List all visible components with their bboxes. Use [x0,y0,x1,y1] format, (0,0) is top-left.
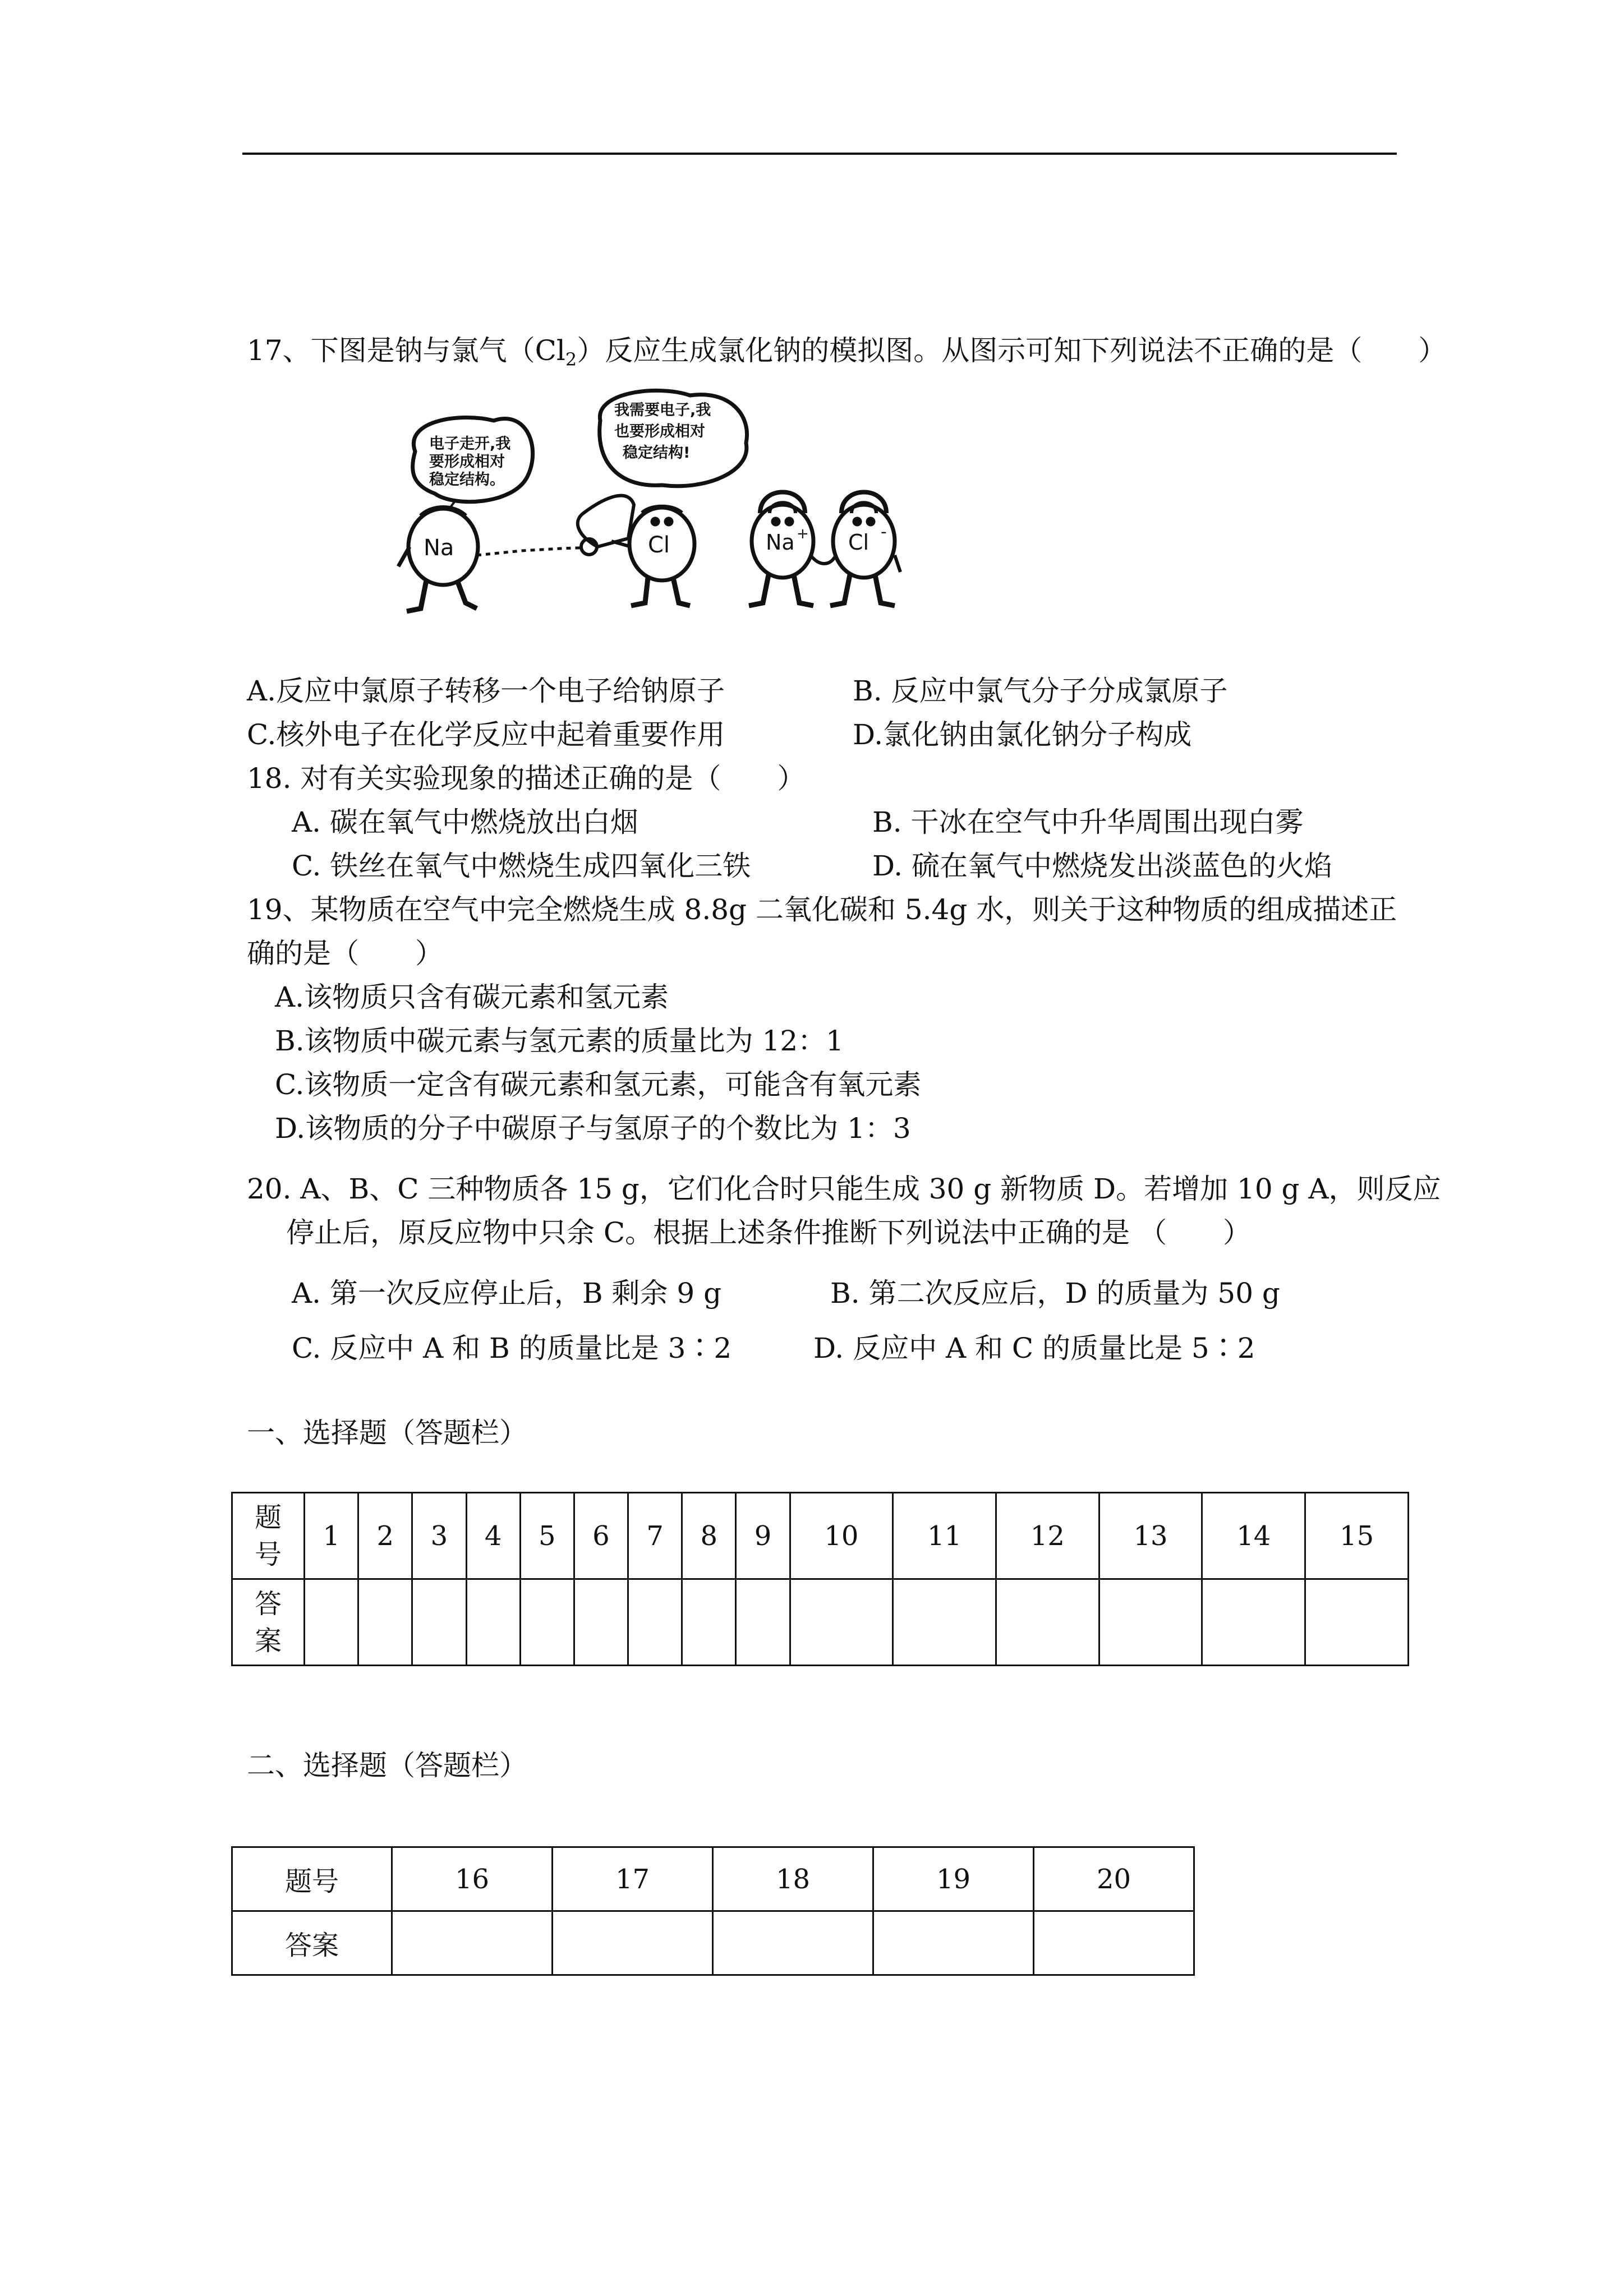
answer-cell[interactable] [713,1911,873,1975]
question-number: 18 [713,1847,873,1911]
section1-title: 一、选择题（答题栏） [247,1417,527,1449]
question-number: 11 [893,1493,996,1579]
answer-cell[interactable] [305,1579,358,1666]
question-number: 9 [736,1493,790,1579]
q19-option-c: C.该物质一定含有碳元素和氢元素，可能含有氧元素 [275,1068,922,1101]
na-label: Na [424,535,454,561]
section2-header-label: 题号 [232,1847,392,1911]
na-bubble-line-3: 稳定结构。 [429,471,505,488]
section1-header-row [232,1493,1409,1579]
ion-hands [811,555,836,564]
answer-cell[interactable] [873,1911,1034,1975]
section1-answer-label: 答 案 [232,1579,305,1666]
q20-option-a: A. 第一次反应停止后，B 剩余 9 g [292,1277,722,1310]
answer-cell[interactable] [520,1579,574,1666]
section1-answer-table [231,1492,1409,1666]
answer-cell[interactable] [553,1911,713,1975]
q18-option-c: C. 铁丝在氧气中燃烧生成四氧化三铁 [292,850,751,882]
answer-cell[interactable] [358,1579,412,1666]
question-number: 12 [996,1493,1099,1579]
q17-stem: 17、下图是钠与氯气$(Cl_2)$反应生成氯化钠的模拟图。从图示可知下列说法不正确的是（ ） [247,334,1447,370]
answer-cell[interactable] [628,1579,682,1666]
q18-stem: 18. 对有关实验现象的描述正确的是（ ） [247,762,806,795]
answer-cell[interactable] [893,1579,996,1666]
section2-answer-label: 答案 [232,1911,392,1975]
answer-cell[interactable] [736,1579,790,1666]
answer-cell[interactable] [682,1579,736,1666]
question-number: 1 [305,1493,358,1579]
question-number: 4 [466,1493,520,1579]
cl-ion-charge: - [881,522,887,542]
q19-stem-line-2: 确的是（ ） [247,937,443,970]
section2-answer-row [232,1911,1194,1975]
section2-title: 二、选择题（答题栏） [247,1749,527,1782]
q20-stem-line-1: 20. A、B、C 三种物质各 15 g，它们化合时只能生成 30 g 新物质 D。若增加 10 g A，则反应 [247,1173,1441,1205]
sodium-chlorine-figure [393,387,987,623]
q19-option-a: A.该物质只含有碳元素和氢元素 [275,981,669,1013]
cl-label: Cl [648,532,670,558]
cl-bubble-line-2: 也要形成相对 [614,423,705,440]
answer-cell[interactable] [1305,1579,1409,1666]
na-ion-label: Na [766,530,795,555]
question-number: 13 [1099,1493,1202,1579]
q18-option-b: B. 干冰在空气中升华周围出现白雾 [872,806,1304,838]
answer-cell[interactable] [996,1579,1099,1666]
electron-trail [477,547,595,555]
question-number: 16 [392,1847,553,1911]
na-atom-character [398,508,478,611]
q17-option-d: D.氯化钠由氯化钠分子构成 [853,718,1192,751]
q20-stem-line-2: 停止后，原反应物中只余 C。根据上述条件推断下列说法中正确的是 （ ） [286,1216,1252,1249]
question-number: 7 [628,1493,682,1579]
question-number: 10 [790,1493,893,1579]
cl-bubble-line-1: 我需要电子,我 [614,402,711,419]
section1-header-label: 题 号 [232,1493,305,1579]
section2-answer-table [231,1846,1195,1976]
question-number: 8 [682,1493,736,1579]
net-icon [578,496,634,547]
header-rule [242,153,1397,155]
section1-answer-row [232,1579,1409,1666]
question-number: 3 [412,1493,466,1579]
question-number: 5 [520,1493,574,1579]
q20-option-c: C. 反应中 A 和 B 的质量比是 3∶2 [292,1332,732,1364]
question-number: 14 [1202,1493,1305,1579]
q18-option-d: D. 硫在氧气中燃烧发出淡蓝色的火焰 [872,850,1333,882]
na-ion-charge: + [797,525,809,542]
question-number: 17 [553,1847,713,1911]
q17-option-c: C.核外电子在化学反应中起着重要作用 [247,718,725,751]
na-ion-character [749,492,813,606]
question-number: 15 [1305,1493,1409,1579]
cl-bubble-line-3: 稳定结构! [623,444,691,462]
na-bubble-line-1: 电子走开,我 [429,435,511,453]
question-number: 19 [873,1847,1034,1911]
na-bubble-line-2: 要形成相对 [429,453,505,471]
answer-cell[interactable] [412,1579,466,1666]
answer-cell[interactable] [1202,1579,1305,1666]
answer-cell[interactable] [466,1579,520,1666]
answer-cell[interactable] [574,1579,628,1666]
answer-cell[interactable] [790,1579,893,1666]
question-number: 20 [1034,1847,1194,1911]
answer-cell[interactable] [1099,1579,1202,1666]
q19-option-b: B.该物质中碳元素与氢元素的质量比为 12：1 [275,1025,844,1057]
q20-option-d: D. 反应中 A 和 C 的质量比是 5∶2 [813,1332,1255,1364]
q19-stem-line-1: 19、某物质在空气中完全燃烧生成 8.8g 二氧化碳和 5.4g 水，则关于这种物质的组成描述正 [247,893,1397,926]
cl-ion-label: Cl [848,530,869,555]
cl-ion-character [830,492,900,606]
answer-cell[interactable] [1034,1911,1194,1975]
q19-option-d: D.该物质的分子中碳原子与氢原子的个数比为 1：3 [275,1112,911,1145]
question-number: 6 [574,1493,628,1579]
q17-option-a: A.反应中氯原子转移一个电子给钠原子 [247,675,725,707]
question-number: 2 [358,1493,412,1579]
q17-option-b: B. 反应中氯气分子分成氯原子 [853,675,1228,707]
answer-cell[interactable] [392,1911,553,1975]
q18-option-a: A. 碳在氧气中燃烧放出白烟 [292,806,638,838]
section2-header-row [232,1847,1194,1911]
q20-option-b: B. 第二次反应后，D 的质量为 50 g [830,1277,1280,1310]
cl-atom-character [611,507,694,606]
